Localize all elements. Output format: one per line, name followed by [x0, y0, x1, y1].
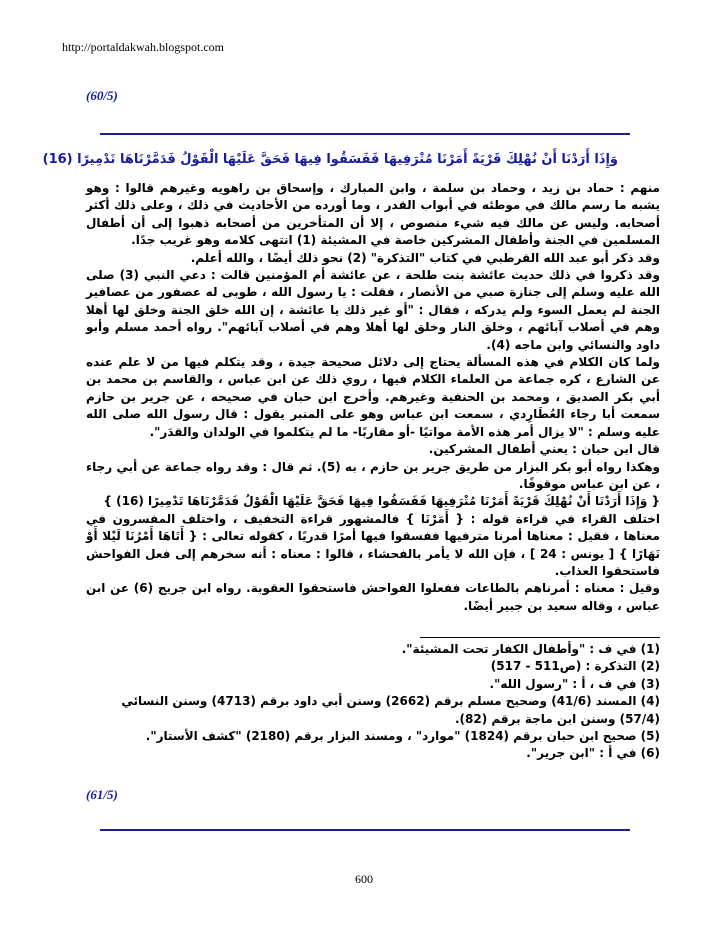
- paragraph: منهم : حماد بن زيد ، وحماد بن سلمة ، وابن المبارك ، وإسحاق بن راهويه وغيرهم قالوا : وهو يشبه ما رسم مالك في موطئه في أبواب القدر ، وما أورده من الأحاديث في ذلك ، وعلى ذلك أكثر أصحابه. وليس عن مالك فيه شيء منصوص ، إلا أن المتأخرين من أصحابه ذهبوا إلى أن أطفال المسلمين في الجنة وأطفال المشركين خاصة في المشيئة (1) انتهى كلامه وهو غريب جدًا.: [86, 181, 660, 248]
- footnote: (5) صحيح ابن حبان برقم (1824) "موارد" ، ومسند البزار برقم (2180) "كشف الأستار".: [145, 729, 660, 744]
- footnote: (2) التذكرة : (ص511 - 517): [490, 659, 660, 674]
- paragraph: اختلف القراء في قراءة قوله : { أَمَرْنَا } فالمشهور قراءة التخفيف ، واختلف المفسرون في معناها ، فقيل : معناها أمرنا مترفيها ففسقوا فيها أمرًا قدريًا ، كقوله تعالى : { أَتَاهَا أَمْرُنَا لَيْلا أَوْ نَهَارًا } [ يونس : 24 ] ، فإن الله لا يأمر بالفحشاء ، قالوا : معناه : أنه سخرهم إلى فعل الفواحش فاستحقوا العذاب.: [86, 511, 661, 578]
- paragraph: وقيل : معناه : أمرناهم بالطاعات ففعلوا الفواحش فاستحقوا العقوبة. رواه ابن جريج (6) عن ابن عباس ، وقاله سعيد بن جبير أيضًا.: [86, 581, 660, 613]
- source-url[interactable]: http://portaldakwah.blogspot.com: [62, 40, 224, 54]
- divider-bottom: [100, 829, 630, 831]
- page-reference-bottom: (61/5): [86, 787, 118, 802]
- footnote: (6) في أ : "ابن جرير".: [526, 746, 660, 761]
- footnote: (1) في ف : "وأطفال الكفار تحت المشيئة".: [401, 642, 660, 656]
- page-reference-top: (60/5): [86, 88, 118, 103]
- paragraph: ولما كان الكلام في هذه المسألة يحتاج إلى دلائل صحيحة جيدة ، وقد يتكلم فيها من لا علم عنده عن الشارع ، كره جماعة من العلماء الكلام فيها ، روي ذلك عن ابن عباس ، والقاسم بن محمد بن أبي بكر الصديق ، ومحمد بن الحنفية وغيرهم. وأخرج ابن حبان في صحيحه ، عن جرير بن حازم سمعت أبا رجاء العُطَارِدي ، سمعت ابن عباس وهو على المنبر يقول : قال رسول الله صلى الله عليه وسلم : "لا يزال أمر هذه الأمة مواتيًا -أو مقاربًا- ما لم يتكلموا في الولدان والقدَر".: [86, 355, 660, 439]
- verse-quote: { وَإِذَا أَرَدْنَا أَنْ نُهْلِكَ قَرْيَةً أَمَرْنَا مُتْرَفِيهَا فَفَسَقُوا فِيهَا فَحَقَّ عَلَيْهَا الْقَوْلُ فَدَمَّرْنَاهَا تَدْمِيرًا (16) }: [103, 494, 660, 509]
- paragraph: قال ابن حبان : يعني أطفال المشركين.: [428, 442, 660, 457]
- paragraph: وقد ذكروا في ذلك حديث عائشة بنت طلحة ، عن عائشة أم المؤمنين قالت : دعي النبي (3) صلى الله عليه وسلم إلى جنازة صبي من الأنصار ، فقلت : يا رسول الله ، طوبى له عصفور من عصافير الجنة لم يعمل السوء ولم يدركه ، فقال : "أو غير ذلك يا عائشة ، إن الله خلق الجنة وخلق لها أهلا وهم في أصلاب آبائهم ، وخلق النار وخلق لها أهلا وهم في أصلاب آبائهم". رواه أحمد مسلم وأبو داود والنسائي وابن ماجه (4).: [86, 268, 660, 352]
- page-number: 600: [355, 872, 373, 886]
- footnote: (3) في ف ، أ : "رسول الله".: [489, 676, 660, 691]
- paragraph: وقد ذكر أبو عبد الله القرطبي في كتاب "التذكرة" (2) نحو ذلك أيضًا ، والله أعلم.: [190, 250, 660, 265]
- quran-verse-heading: وَإِذَا أَرَدْنَا أَنْ نُهْلِكَ قَرْيَةً أَمَرْنَا مُتْرَفِيهَا فَفَسَقُوا فِيهَا فَحَقَّ عَلَيْهَا الْقَوْلُ فَدَمَّرْنَاهَا تَدْمِيرًا (16): [42, 152, 618, 167]
- footnote-separator: [420, 637, 660, 638]
- footnote: (4) المسند (41/6) وصحيح مسلم برقم (2662) وسنن أبي داود برقم (4713) وسنن النسائي (57/4) وسنن ابن ماجة برقم (82).: [121, 694, 660, 726]
- paragraph: وهكذا رواه أبو بكر البزار من طريق جرير بن حازم ، به (5). ثم قال : وقد رواه جماعة عن أبي رجاء ، عن ابن عباس موقوفًا.: [86, 459, 660, 491]
- divider-top: [100, 133, 630, 135]
- footnotes: [86, 641, 660, 763]
- commentary-body: [86, 180, 660, 615]
